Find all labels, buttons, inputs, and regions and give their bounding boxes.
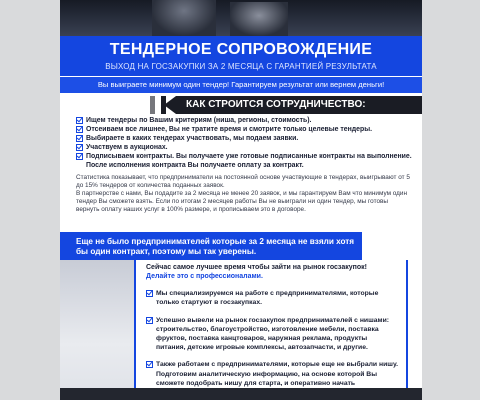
card-lead-highlight: Делайте это с профессионалами. [146,272,263,280]
checkbox-icon [146,290,153,297]
highlight-band: Еще не было предпринимателей которые за 2 месяца не взяли хотя бы один контракт, поэтому мы так уверены. [60,232,362,260]
page-subtitle: ВЫХОД НА ГОСЗАКУПКИ ЗА 2 МЕСЯЦА С ГАРАНТИЕЙ РЕЗУЛЬТАТА [105,62,377,71]
footer-bar [60,388,422,400]
list-item [76,143,412,152]
list-item [146,316,398,353]
statistics-paragraph: Статистика показывает, что предприниматели на постоянной основе участвующие в тендерах, выигрывают от 5 до 15% тендеров от количества поданных заявок. [76,174,410,190]
list-item [146,289,398,307]
list-item-text: Также работаем с предпринимателями, которые еще не выбрали нишу. Подготовим аналитическую информацию, на основе которой Вы сможете подобрать нишу для старта, и оперативно начать [156,361,399,387]
list-item [76,116,412,125]
hero-figure-right [230,2,288,36]
flyer-page [60,0,422,400]
checkbox-icon [76,117,83,124]
list-item-text: Успешно вывели на рынок госзакупок предпринимателей с нишами: строительство, благоустройство, изготовление мебели, поставка фруктов, поставка канцтоваров, наружная реклама, продукты питания, детские игровые комплексы, автозапчасти, и другие. [156,316,390,352]
list-item-text: Выбираете в каких тендерах участвовать, мы подаем заявки. [86,135,299,142]
promo-banner: Вы выиграете минимум один тендер! Гарантируем результат или вернем деньги! [60,77,422,93]
list-item-text: Подписываем контракты. Вы получаете уже готовые подписанные контракты на выполнение. После исполнения контракта Вы получаете оплату за контракт. [86,153,412,169]
cooperation-heading: КАК СТРОИТСЯ СОТРУДНИЧЕСТВО: [176,96,422,114]
page-title: ТЕНДЕРНОЕ СОПРОВОЖДЕНИЕ [109,41,373,58]
decor-stripe [150,96,155,114]
checkbox-icon [146,361,153,368]
guarantee-paragraph: В партнерстве с нами, Вы подадите за 2 месяца не менее 20 заявок, и мы гарантируем Вам что минимум один тендер Вы сможете взять. Если по итогам 2 месяцев работы Вы не выиграли ни один тендер, мы готовы вернуть оплату наших услуг в 100% размере, и прописываем это в договоре. [76,190,407,214]
list-item [76,152,412,170]
hero-photo [60,0,422,36]
side-photo [60,260,134,400]
checkbox-icon [76,126,83,133]
list-item-text: Участвуем в аукционах. [86,144,168,151]
cooperation-section [76,116,412,214]
benefits-card [134,260,408,400]
checkbox-icon [146,317,153,324]
list-item [76,125,412,134]
cooperation-list [76,116,412,170]
card-lead [146,264,398,281]
statistics-text [76,174,412,214]
list-item-text: Ищем тендеры по Вашим критериям (ниша, регионы, стоимость). [86,117,312,124]
checkbox-icon [76,135,83,142]
card-lead-text: Сейчас самое лучшее время чтобы зайти на рынок госзакупок! [146,264,367,271]
title-band [60,36,422,76]
checkbox-icon [76,144,83,151]
checkbox-icon [76,153,83,160]
list-item [76,134,412,143]
list-item-text: Мы специализируемся на работе с предпринимателями, которые только стартуют в госзакупках. [156,290,379,307]
list-item-text: Отсеиваем все лишнее, Вы не тратите время и смотрите только целевые тендеры. [86,126,373,133]
hero-figure-left [152,0,216,36]
